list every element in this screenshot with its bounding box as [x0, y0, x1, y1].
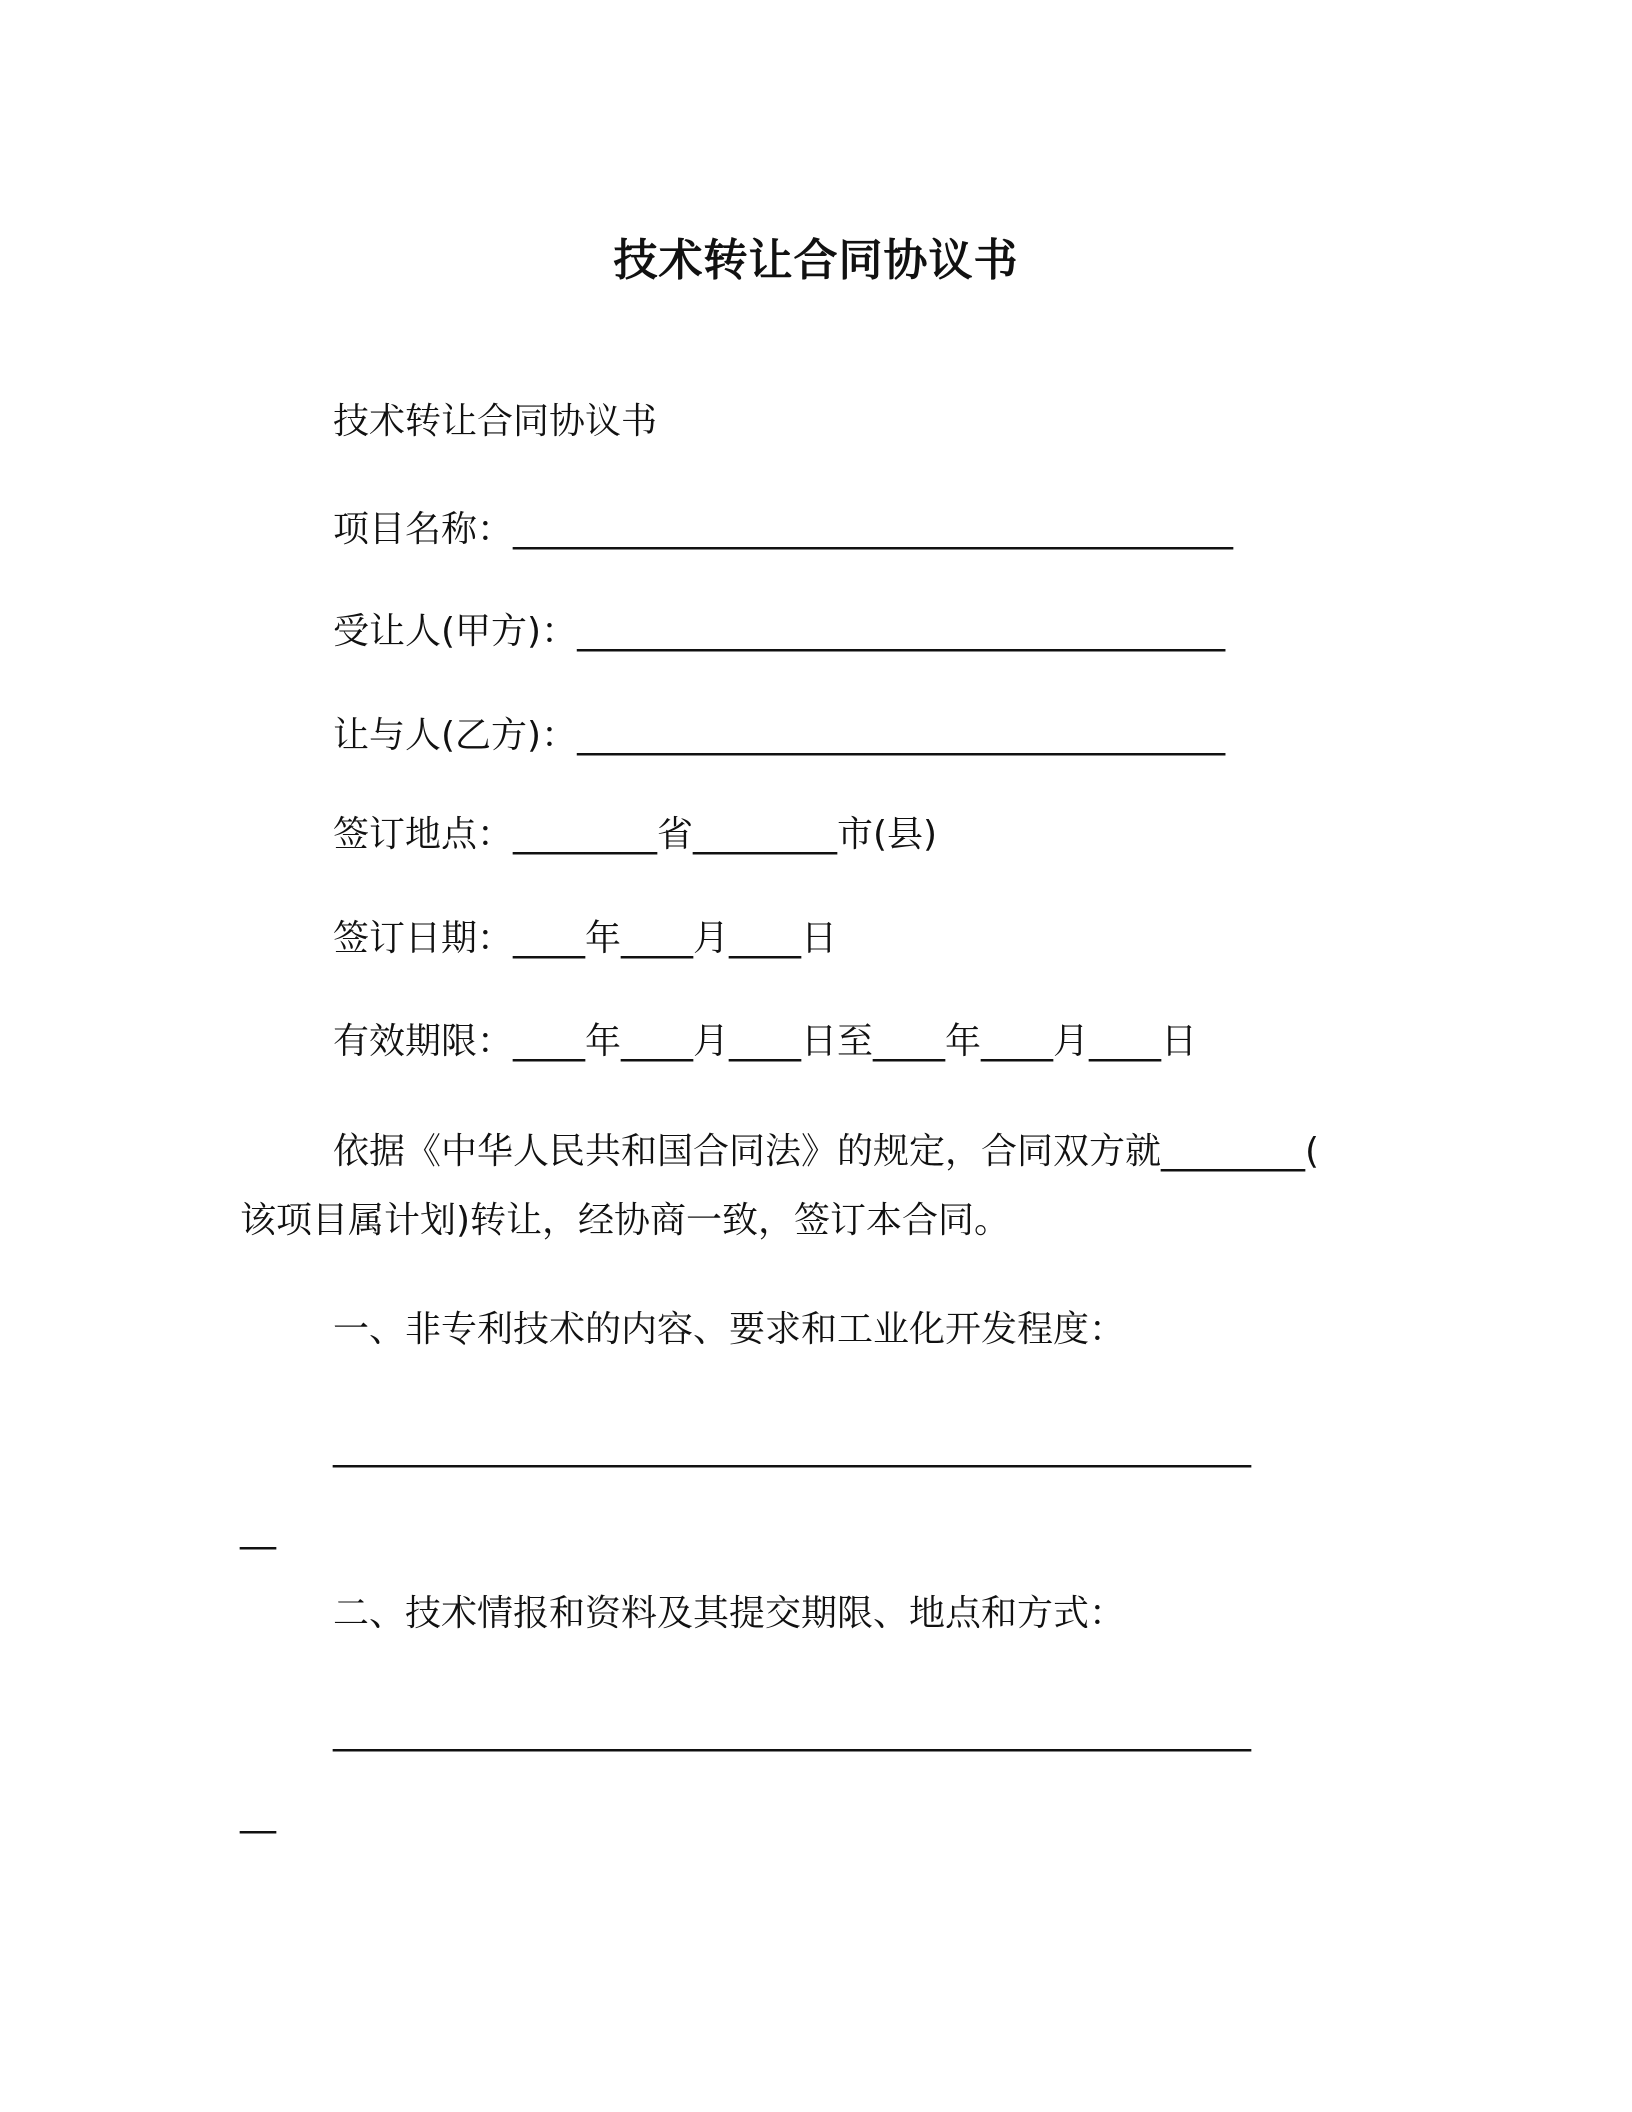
preamble-line-1: 依据《中华人民共和国合同法》的规定，合同双方就________( — [333, 1131, 1320, 1172]
project-name-field: 项目名称：________________________________________ — [333, 509, 1234, 550]
preamble-line-2: 该项目属计划)转让，经协商一致，签订本合同。 — [240, 1200, 1011, 1241]
document-title: 技术转让合同协议书 — [613, 235, 1019, 286]
validity-period-field: 有效期限：____年____月____日至____年____月____日 — [333, 1021, 1198, 1062]
section-1-blank-line-2: __ — [240, 1509, 276, 1550]
transferee-field: 受让人(甲方)：____________________________________ — [333, 611, 1226, 652]
section-2-blank-line-2: __ — [240, 1793, 276, 1834]
document-subtitle: 技术转让合同协议书 — [333, 401, 658, 442]
transferor-field: 让与人(乙方)：____________________________________ — [333, 715, 1226, 756]
signing-place-field: 签订地点：________省________市(县) — [333, 814, 938, 855]
section-1-blank-line-1: ___________________________________________________ — [333, 1427, 1251, 1468]
section-2-blank-line-1: ___________________________________________________ — [333, 1711, 1251, 1752]
signing-date-field: 签订日期：____年____月____日 — [333, 918, 838, 959]
section-heading-1: 一、非专利技术的内容、要求和工业化开发程度： — [333, 1309, 1126, 1350]
section-heading-2: 二、技术情报和资料及其提交期限、地点和方式： — [333, 1593, 1126, 1634]
